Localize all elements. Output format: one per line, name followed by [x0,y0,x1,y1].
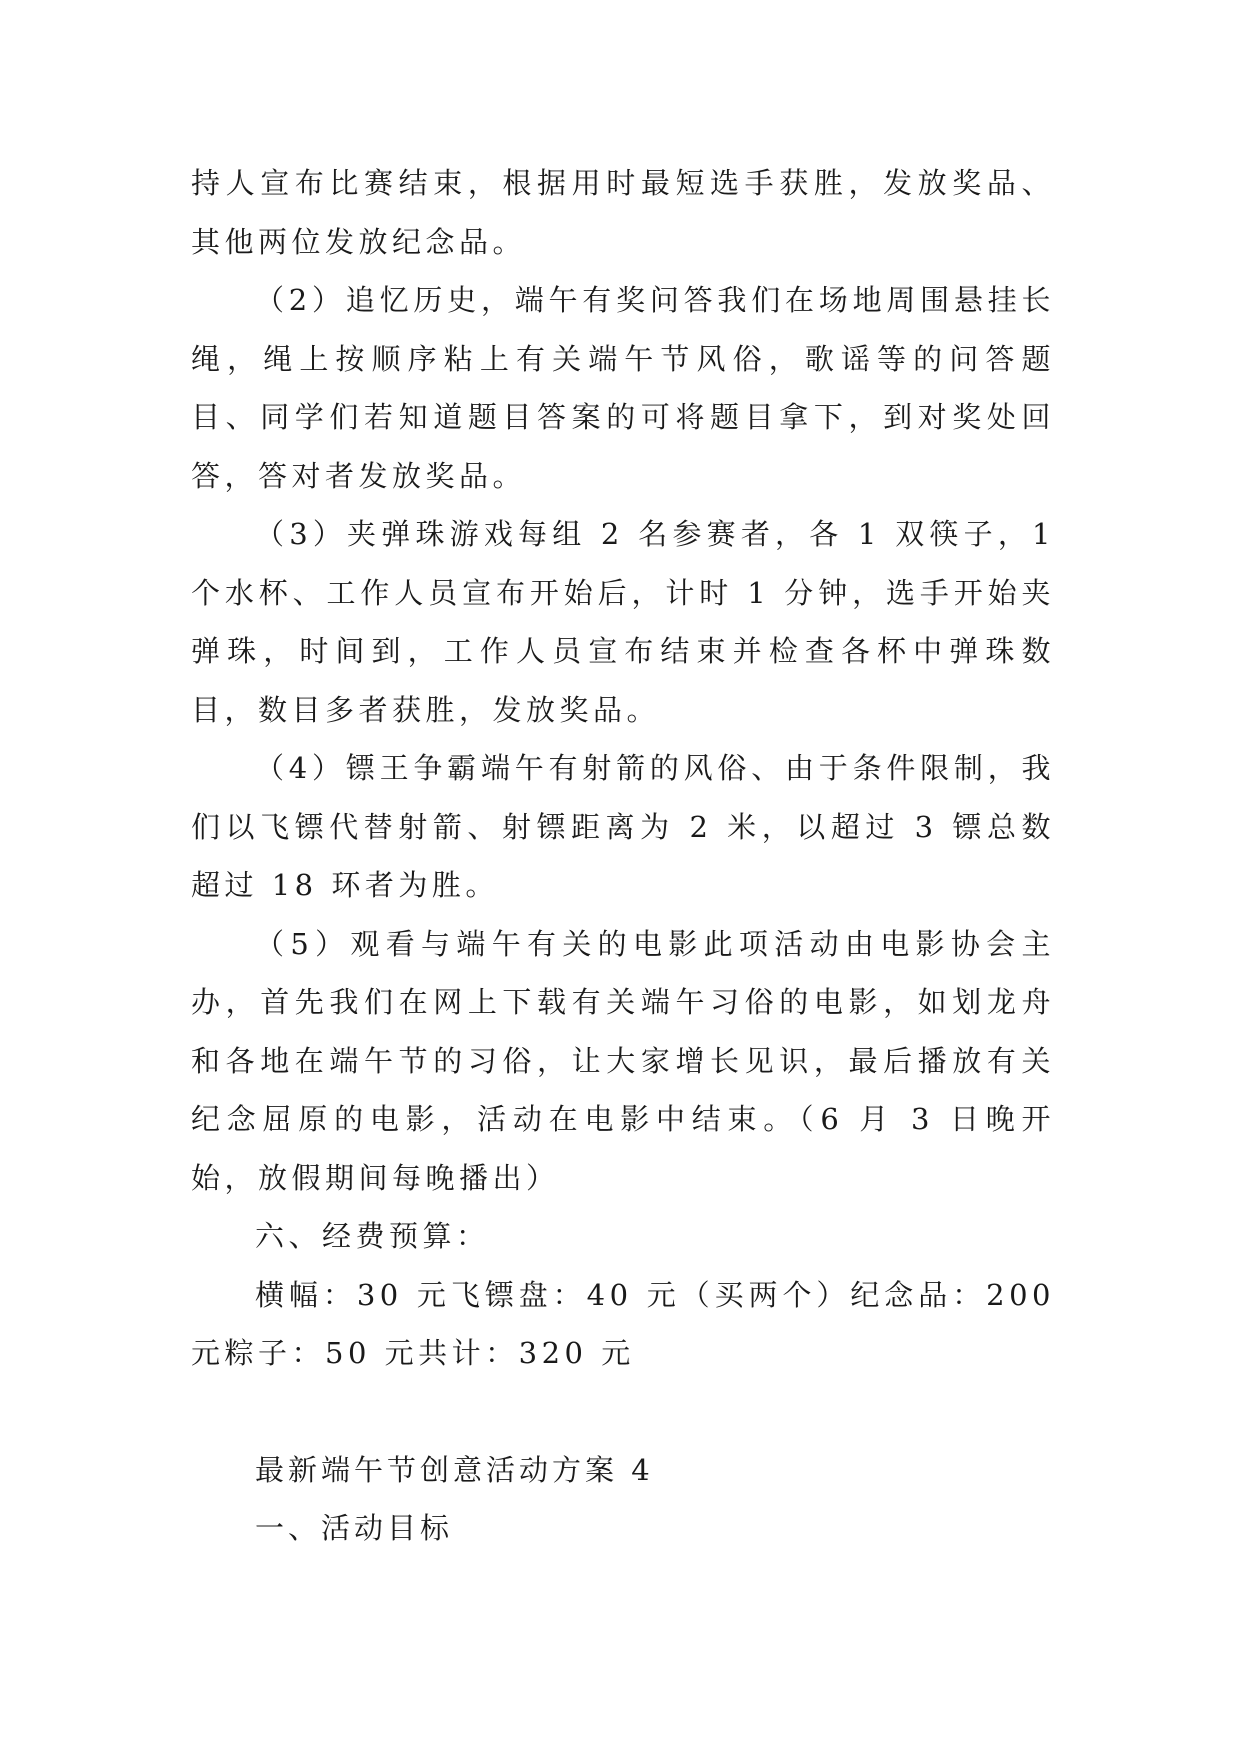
section-spacer [191,1383,1055,1441]
budget-heading: 六、经费预算： [255,1219,490,1253]
budget-detail: 横幅：30 元飞镖盘：40 元（买两个）纪念品：200 元粽子：50 元共计：320 元 [191,1277,1069,1370]
paragraph-item-5: （5）观看与端午有关的电影此项活动由电影协会主办，首先我们在网上下载有关端午习俗的电影，如划龙舟和各地在端午节的习俗，让大家增长见识，最后播放有关纪念屈原的电影，活动在电影中结束。（6 月 3 日晚开始，放假期间每晚播出） [191,926,1055,1195]
paragraph-item-3: （3）夹弹珠游戏每组 2 名参赛者，各 1 双筷子，1 个水杯、工作人员宣布开始后，计时 1 分钟，选手开始夹弹珠，时间到，工作人员宣布结束并检查各杯中弹珠数目，数目多者获胜，发放奖品。 [191,517,1069,727]
section-title: 最新端午节创意活动方案 4 [255,1452,654,1487]
paragraph-item-2: （2）追忆历史，端午有奖问答我们在场地周围悬挂长绳，绳上按顺序粘上有关端午节风俗，歌谣等的问答题目、同学们若知道题目答案的可将题目拿下，到对奖处回答，答对者发放奖品。 [191,283,1055,493]
section-subtitle: 一、活动目标 [255,1511,454,1545]
document-body [191,154,1069,1558]
paragraph-continuation: 持人宣布比赛结束，根据用时最短选手获胜，发放奖品、其他两位发放纪念品。 [191,166,1055,259]
paragraph-item-4: （4）镖王争霸端午有射箭的风俗、由于条件限制，我们以飞镖代替射箭、射镖距离为 2 米，以超过 3 镖总数超过 18 环者为胜。 [191,751,1055,902]
